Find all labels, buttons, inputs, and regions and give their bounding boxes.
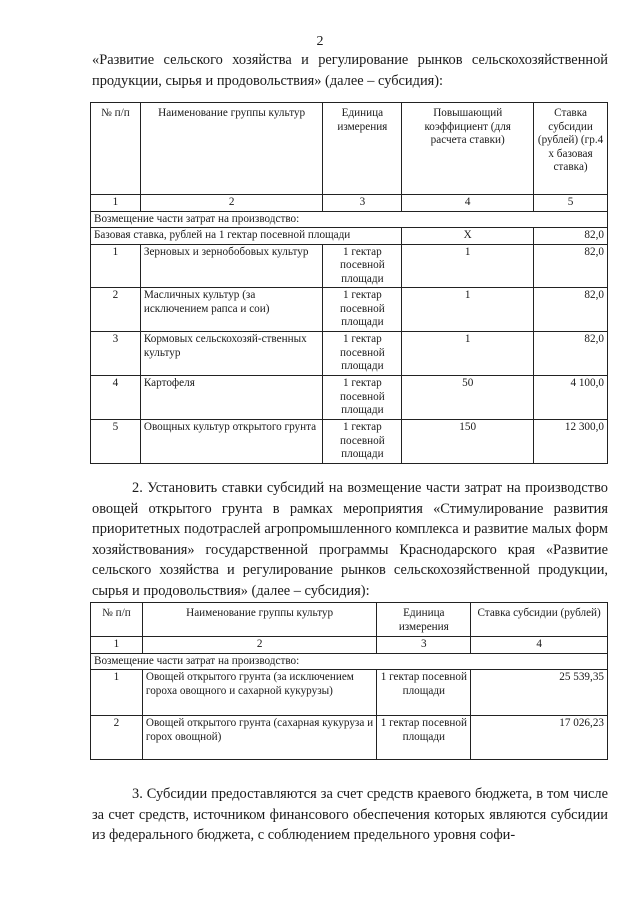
unit-cell: 1 гектар посевной площади [377,716,471,760]
column-number: 4 [471,637,608,654]
unit-cell: 1 гектар посевной площади [323,244,402,288]
column-number: 2 [140,195,323,212]
table-row [91,244,608,288]
coef-cell: 1 [402,288,534,332]
table-header-cell: Единица измерения [323,103,402,195]
unit-cell: 1 гектар посевной площади [323,420,402,464]
column-number: 5 [534,195,608,212]
base-rate-value: 82,0 [534,228,608,245]
vegetable-subsidy-table [90,602,608,760]
row-number: 4 [91,376,141,420]
column-number: 3 [377,637,471,654]
table-header-cell: № п/п [91,103,141,195]
table-row [91,376,608,420]
table-row [91,332,608,376]
table-header-cell: Повышающий коэффициент (для расчета ставки) [402,103,534,195]
table-row [91,670,608,716]
table-header-cell: Ставка субсидии (рублей) (гр.4 х базовая ставка) [534,103,608,195]
table-header-cell: № п/п [91,603,143,637]
unit-cell: 1 гектар посевной площади [323,376,402,420]
paragraph-3: 3. Субсидии предоставляются за счет средств краевого бюджета, в том числе за счет средств, источником финансового обеспечения которых являются субсидии из федерального бюджета, с соблюдением предельного уровня софи- [92,786,608,843]
table-header-cell: Единица измерения [377,603,471,637]
crop-group-name: Масличных культур (за исключением рапса и сои) [140,288,323,332]
section-label: Возмещение части затрат на производство: [91,211,608,228]
row-number: 2 [91,716,143,760]
table-header-cell: Наименование группы культур [142,603,376,637]
table-row [91,288,608,332]
subsidy-rates-table [90,102,608,464]
base-rate-label: Базовая ставка, рублей на 1 гектар посевной площади [91,228,402,245]
unit-cell: 1 гектар посевной площади [323,288,402,332]
column-number: 3 [323,195,402,212]
page-number: 2 [316,34,324,49]
coef-cell: 1 [402,332,534,376]
column-number: 4 [402,195,534,212]
crop-group-name: Овощей открытого грунта (за исключением гороха овощного и сахарной кукурузы) [142,670,376,716]
rate-cell: 82,0 [534,332,608,376]
coef-cell: 1 [402,244,534,288]
coef-cell: 150 [402,420,534,464]
column-number: 1 [91,637,143,654]
crop-group-name: Овощных культур открытого грунта [140,420,323,464]
rate-cell: 82,0 [534,244,608,288]
column-number: 2 [142,637,376,654]
rate-cell: 12 300,0 [534,420,608,464]
column-number: 1 [91,195,141,212]
rate-cell: 4 100,0 [534,376,608,420]
unit-cell: 1 гектар посевной площади [323,332,402,376]
section-label: Возмещение части затрат на производство: [91,653,608,670]
row-number: 1 [91,670,143,716]
rate-cell: 25 539,35 [471,670,608,716]
row-number: 5 [91,420,141,464]
crop-group-name: Зерновых и зернобобовых культур [140,244,323,288]
crop-group-name: Картофеля [140,376,323,420]
table-row [91,420,608,464]
intro-paragraph: «Развитие сельского хозяйства и регулирование рынков сельскохозяйственной продукции, сырья и продовольствия» (далее – субсидия): [92,52,608,89]
table-header-cell: Ставка субсидии (рублей) [471,603,608,637]
row-number: 3 [91,332,141,376]
row-number: 2 [91,288,141,332]
rate-cell: 17 026,23 [471,716,608,760]
coef-cell: 50 [402,376,534,420]
crop-group-name: Овощей открытого грунта (сахарная кукуруза и горох овощной) [142,716,376,760]
paragraph-2: 2. Установить ставки субсидий на возмещение части затрат на производство овощей открытого грунта в рамках мероприятия «Стимулирование развития приоритетных подотраслей агропромышленного комплекса и развитие малых форм хозяйствования» государственной программы Краснодарского края «Развитие сельского хозяйства и регулирование рынков сельскохозяйственной продукции, сырья и продовольствия» (далее – субсидия): [92,480,608,599]
table-row [91,716,608,760]
base-rate-coef: Х [402,228,534,245]
row-number: 1 [91,244,141,288]
unit-cell: 1 гектар посевной площади [377,670,471,716]
rate-cell: 82,0 [534,288,608,332]
table-header-cell: Наименование группы культур [140,103,323,195]
crop-group-name: Кормовых сельскохозяй-ственных культур [140,332,323,376]
